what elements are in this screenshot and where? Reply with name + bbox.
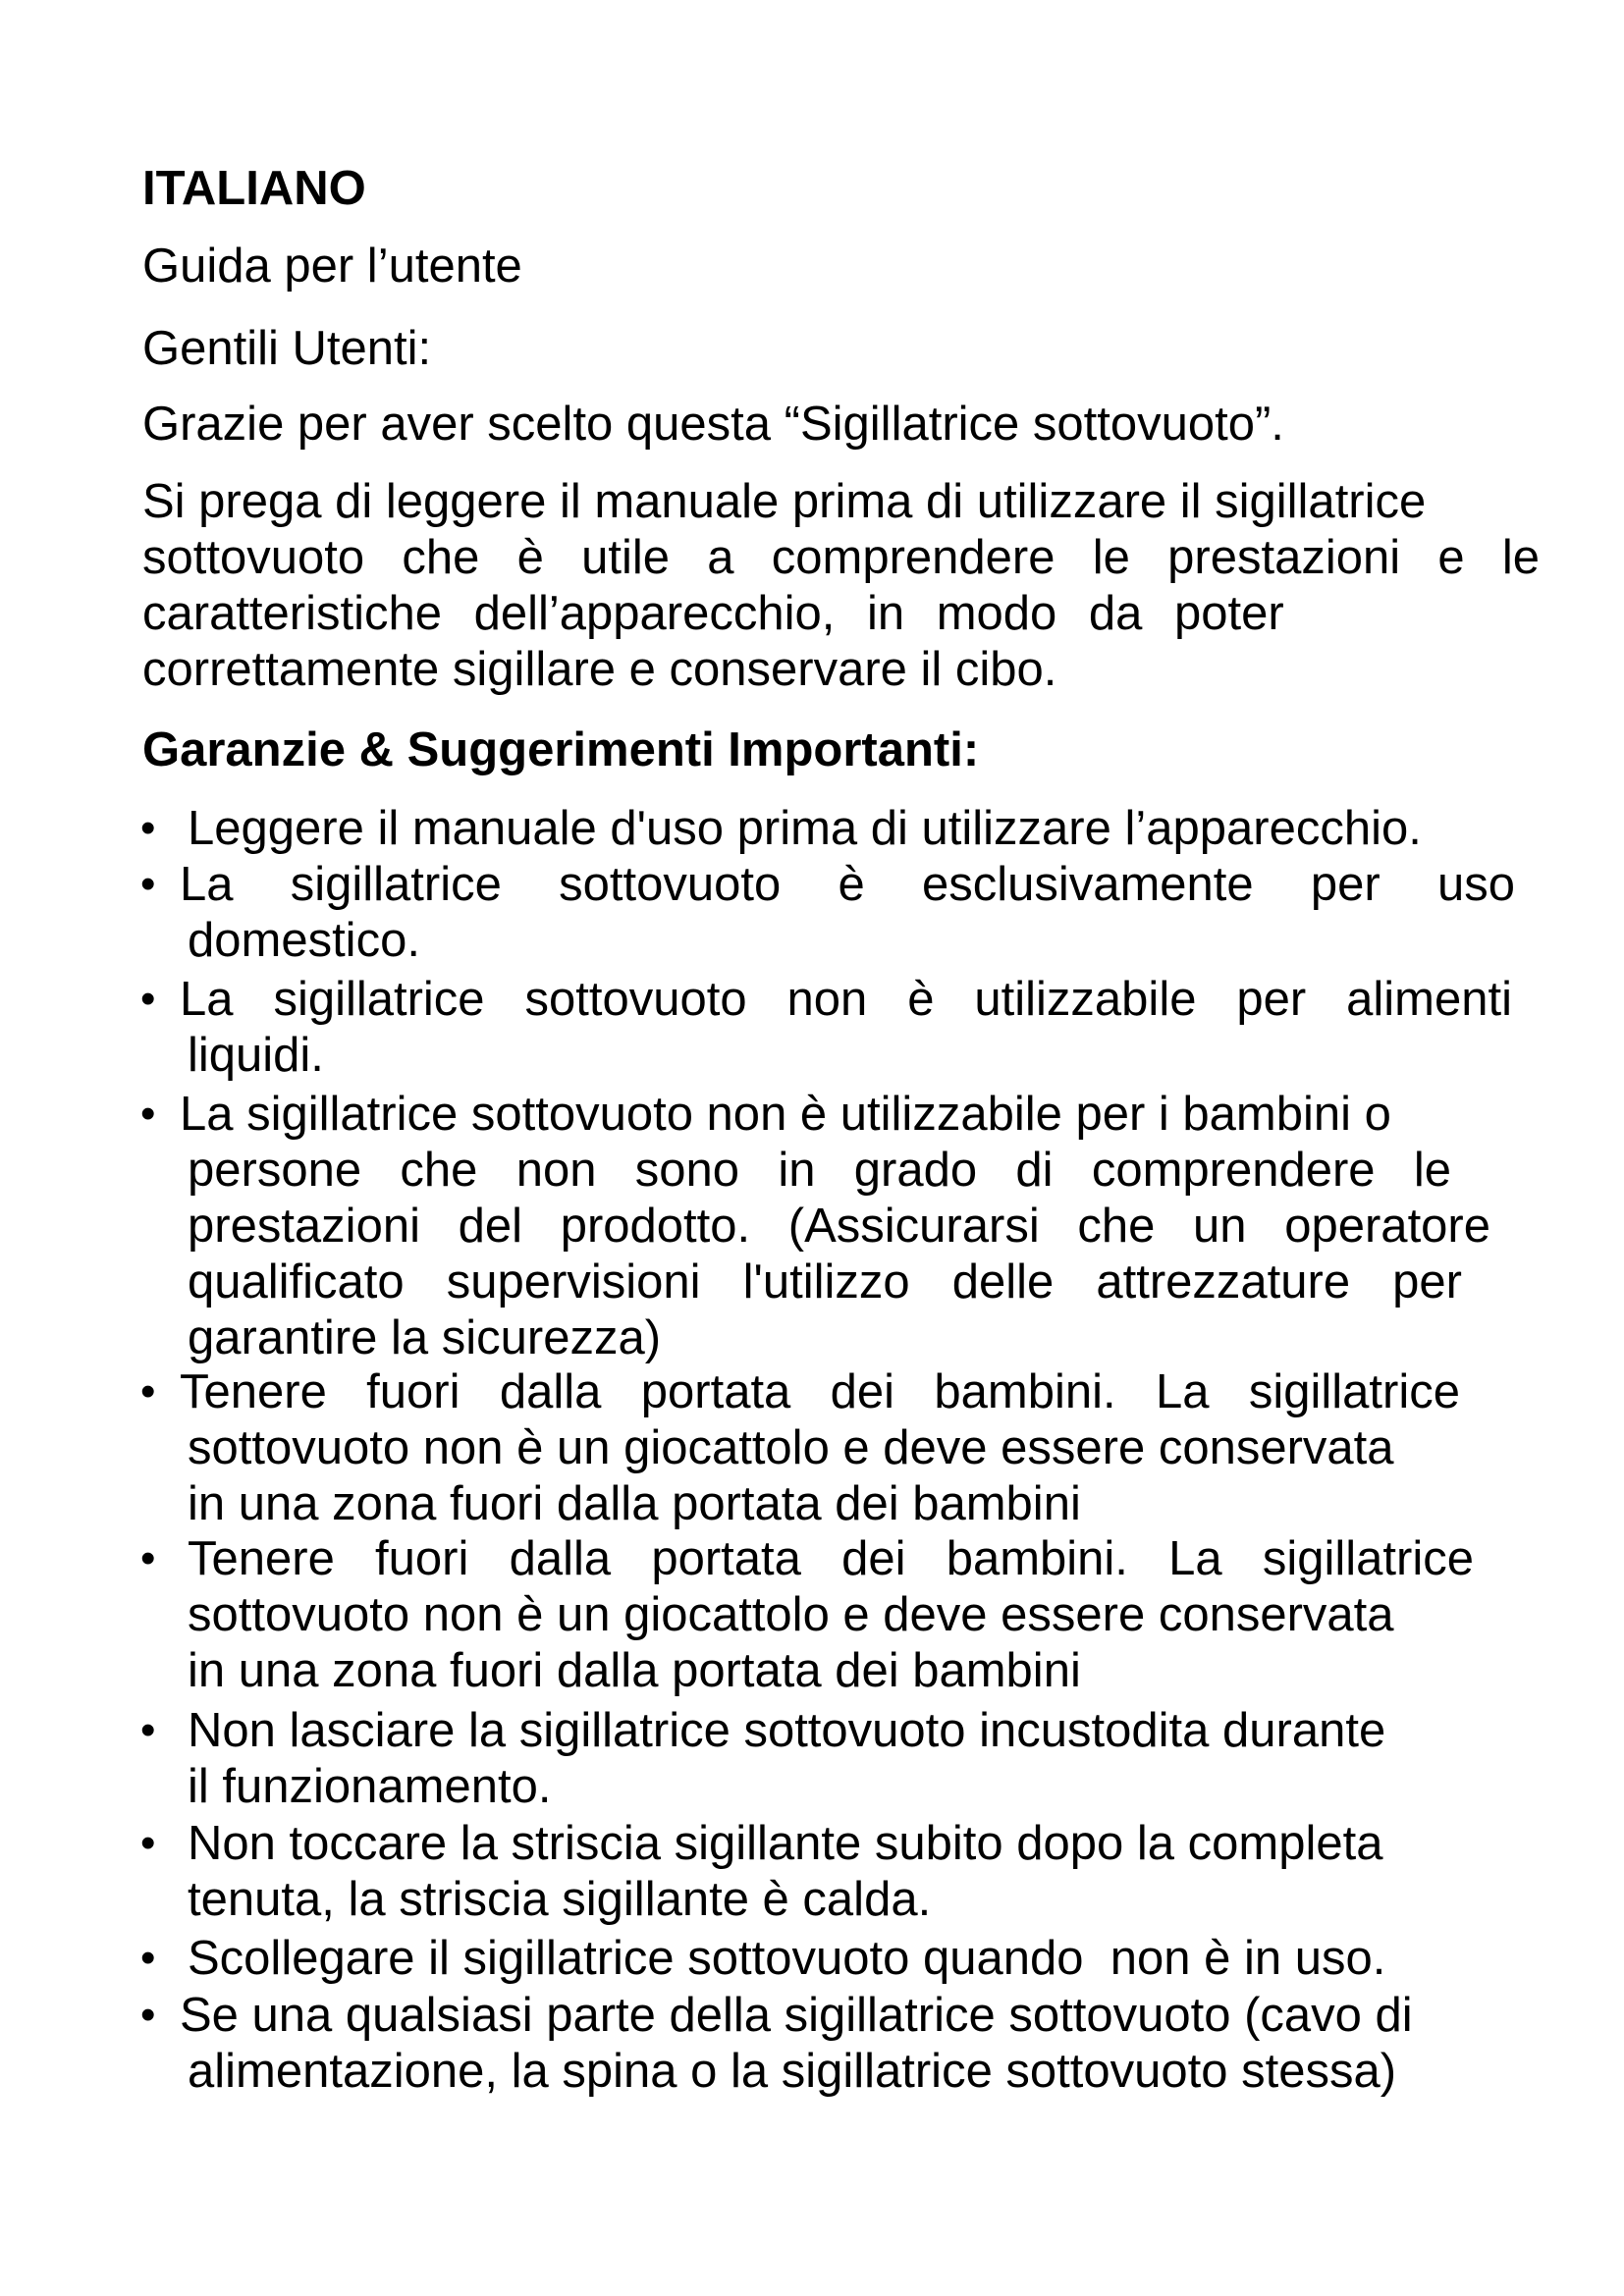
bullet-dot: •	[140, 1706, 156, 1754]
section-title: Garanzie & Suggerimenti Importanti:	[142, 723, 980, 776]
bullet-dot: •	[140, 1934, 156, 1982]
bullet-dot: •	[140, 1819, 156, 1867]
list-item-line: in una zona fuori dalla portata dei bambini	[188, 1477, 1081, 1530]
list-item-line: in una zona fuori dalla portata dei bambini	[188, 1644, 1081, 1697]
bullet-dot: •	[140, 1534, 156, 1582]
list-item-line: sottovuoto non è un giocattolo e deve essere conservata	[188, 1588, 1394, 1641]
list-item-line: prestazioni del prodotto. (Assicurarsi che un operatore	[188, 1200, 1490, 1253]
list-item-line: persone che non sono in grado di comprendere le	[188, 1144, 1451, 1197]
list-item-line: qualificato supervisioni l'utilizzo delle attrezzature per	[188, 1255, 1462, 1308]
list-item-line: domestico.	[188, 914, 420, 967]
bullet-dot: •	[140, 975, 156, 1023]
intro-line: correttamente sigillare e conservare il cibo.	[142, 643, 1057, 696]
bullet-dot: •	[140, 804, 156, 852]
list-item-line: tenuta, la striscia sigillante è calda.	[188, 1873, 932, 1926]
list-item-line: Leggere il manuale d'uso prima di utilizzare l’apparecchio.	[188, 802, 1422, 855]
list-item-line: La sigillatrice sottovuoto non è utilizzabile per alimenti	[180, 973, 1512, 1026]
list-item-line: Se una qualsiasi parte della sigillatrice sottovuoto (cavo di	[180, 1989, 1413, 2042]
list-item-line: il funzionamento.	[188, 1760, 552, 1813]
bullet-dot: •	[140, 1991, 156, 2039]
intro-line: caratteristiche dell’apparecchio, in modo da poter	[142, 587, 1284, 640]
list-item-line: La sigillatrice sottovuoto non è utilizzabile per i bambini o	[180, 1088, 1391, 1141]
list-item-line: alimentazione, la spina o la sigillatrice sottovuoto stessa)	[188, 2045, 1397, 2098]
list-item-line: liquidi.	[188, 1029, 324, 1082]
list-item-line: Non lasciare la sigillatrice sottovuoto incustodita durante	[188, 1704, 1386, 1757]
subtitle: Guida per l’utente	[142, 240, 522, 293]
page-heading: ITALIANO	[142, 162, 366, 215]
intro-line: Si prega di leggere il manuale prima di utilizzare il sigillatrice	[142, 475, 1427, 528]
list-item-line: La sigillatrice sottovuoto è esclusivamente per uso	[180, 858, 1515, 911]
list-item-line: Scollegare il sigillatrice sottovuoto quando non è in uso.	[188, 1932, 1386, 1985]
greeting: Gentili Utenti:	[142, 322, 432, 375]
list-item-line: Tenere fuori dalla portata dei bambini. La sigillatrice	[180, 1365, 1460, 1418]
bullet-dot: •	[140, 1090, 156, 1138]
list-item-line: garantire la sicurezza)	[188, 1311, 662, 1364]
list-item-line: Tenere fuori dalla portata dei bambini. La sigillatrice	[188, 1532, 1474, 1585]
intro-line: sottovuoto che è utile a comprendere le prestazioni e le	[142, 531, 1540, 584]
list-item-line: Non toccare la striscia sigillante subito dopo la completa	[188, 1817, 1383, 1870]
list-item-line: sottovuoto non è un giocattolo e deve essere conservata	[188, 1421, 1394, 1474]
bullet-dot: •	[140, 860, 156, 908]
bullet-dot: •	[140, 1367, 156, 1415]
thanks-text: Grazie per aver scelto questa “Sigillatrice sottovuoto”.	[142, 398, 1284, 451]
